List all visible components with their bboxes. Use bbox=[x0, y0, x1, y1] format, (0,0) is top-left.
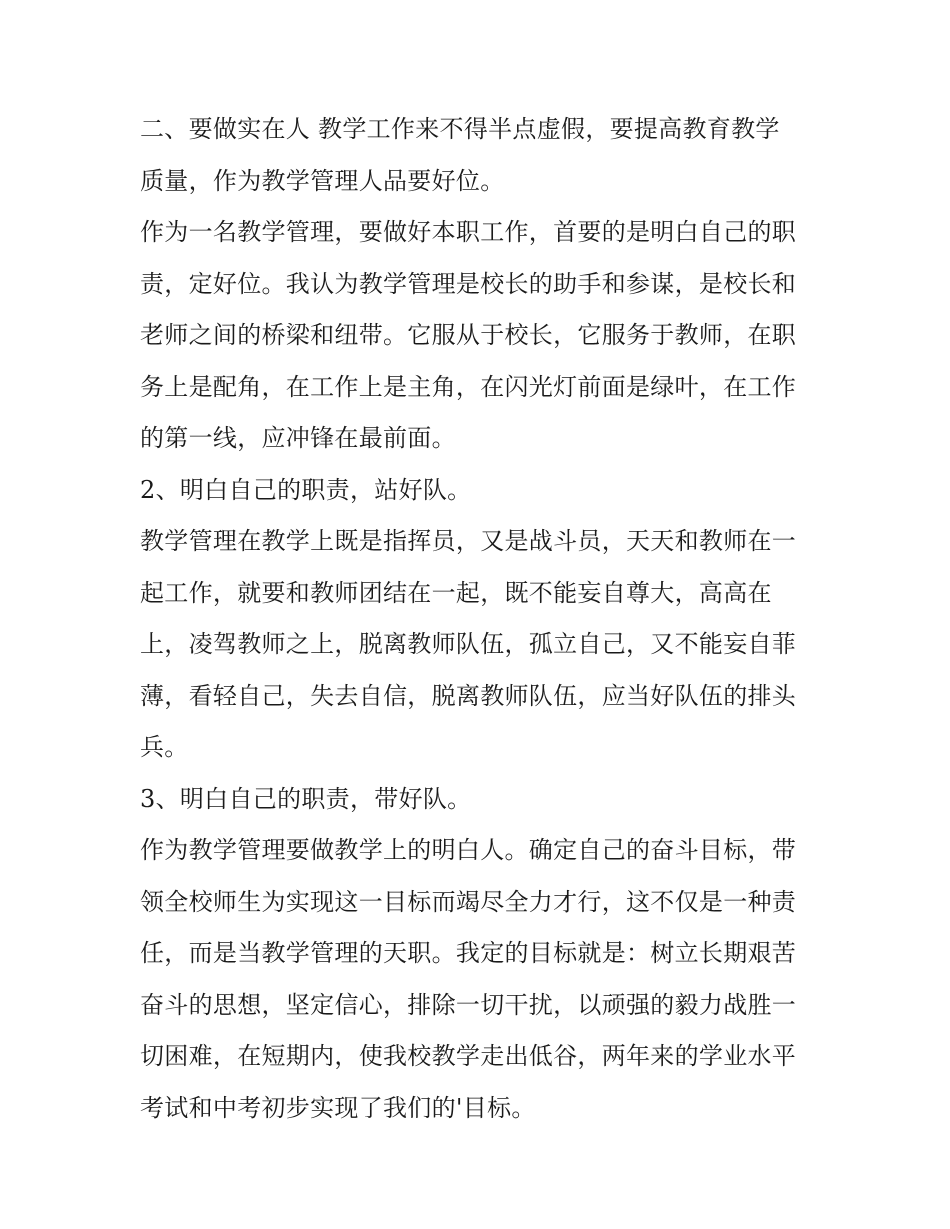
text-line: 考试和中考初步实现了我们的'目标。 bbox=[140, 1093, 536, 1122]
text-line: 切困难，在短期内，使我校教学走出低谷，两年来的学业水平 bbox=[140, 1042, 797, 1070]
paragraph-section-heading-2 bbox=[140, 104, 812, 207]
text-line: 二、要做实在人 教学工作来不得半点虚假，要提高教育教学 bbox=[140, 115, 780, 143]
text-line: 质量，作为教学管理人品要好位。 bbox=[140, 166, 505, 195]
text-line: 3、明白自己的职责，带好队。 bbox=[140, 784, 472, 813]
paragraph-subheading-3 bbox=[140, 774, 812, 826]
text-line: 责，定好位。我认为教学管理是校长的助手和参谋，是校长和 bbox=[140, 269, 797, 298]
text-line: 老师之间的桥梁和纽带。它服从于校长，它服务于教师，在职 bbox=[140, 321, 797, 349]
text-line: 兵。 bbox=[140, 733, 189, 761]
text-line: 上，凌驾教师之上，脱离教师队伍，孤立自己，又不能妄自菲 bbox=[140, 630, 797, 658]
text-line: 的第一线，应冲锋在最前面。 bbox=[140, 424, 456, 452]
text-line: 奋斗的思想，坚定信心，排除一切干扰，以顽强的毅力战胜一 bbox=[140, 990, 797, 1019]
text-line: 任，而是当教学管理的天职。我定的目标就是：树立长期艰苦 bbox=[140, 939, 797, 967]
paragraph-stand-in-line bbox=[140, 516, 812, 774]
text-line: 领全校师生为实现这一目标而竭尽全力才行，这不仅是一种责 bbox=[140, 887, 797, 916]
paragraph-lead-the-team bbox=[140, 825, 812, 1134]
text-line: 作为教学管理要做教学上的明白人。确定自己的奋斗目标，带 bbox=[140, 836, 797, 864]
document-body bbox=[140, 104, 812, 1134]
paragraph-role-definition bbox=[140, 207, 812, 465]
text-line: 务上是配角，在工作上是主角，在闪光灯前面是绿叶，在工作 bbox=[140, 372, 797, 401]
text-line: 2、明白自己的职责，站好队。 bbox=[140, 475, 472, 504]
text-line: 作为一名教学管理，要做好本职工作，首要的是明白自己的职 bbox=[140, 218, 797, 246]
text-line: 教学管理在教学上既是指挥员，又是战斗员，天天和教师在一 bbox=[140, 527, 797, 555]
text-line: 起工作，就要和教师团结在一起，既不能妄自尊大，高高在 bbox=[140, 578, 772, 607]
paragraph-subheading-2 bbox=[140, 465, 812, 517]
text-line: 薄，看轻自己，失去自信，脱离教师队伍，应当好队伍的排头 bbox=[140, 681, 797, 710]
